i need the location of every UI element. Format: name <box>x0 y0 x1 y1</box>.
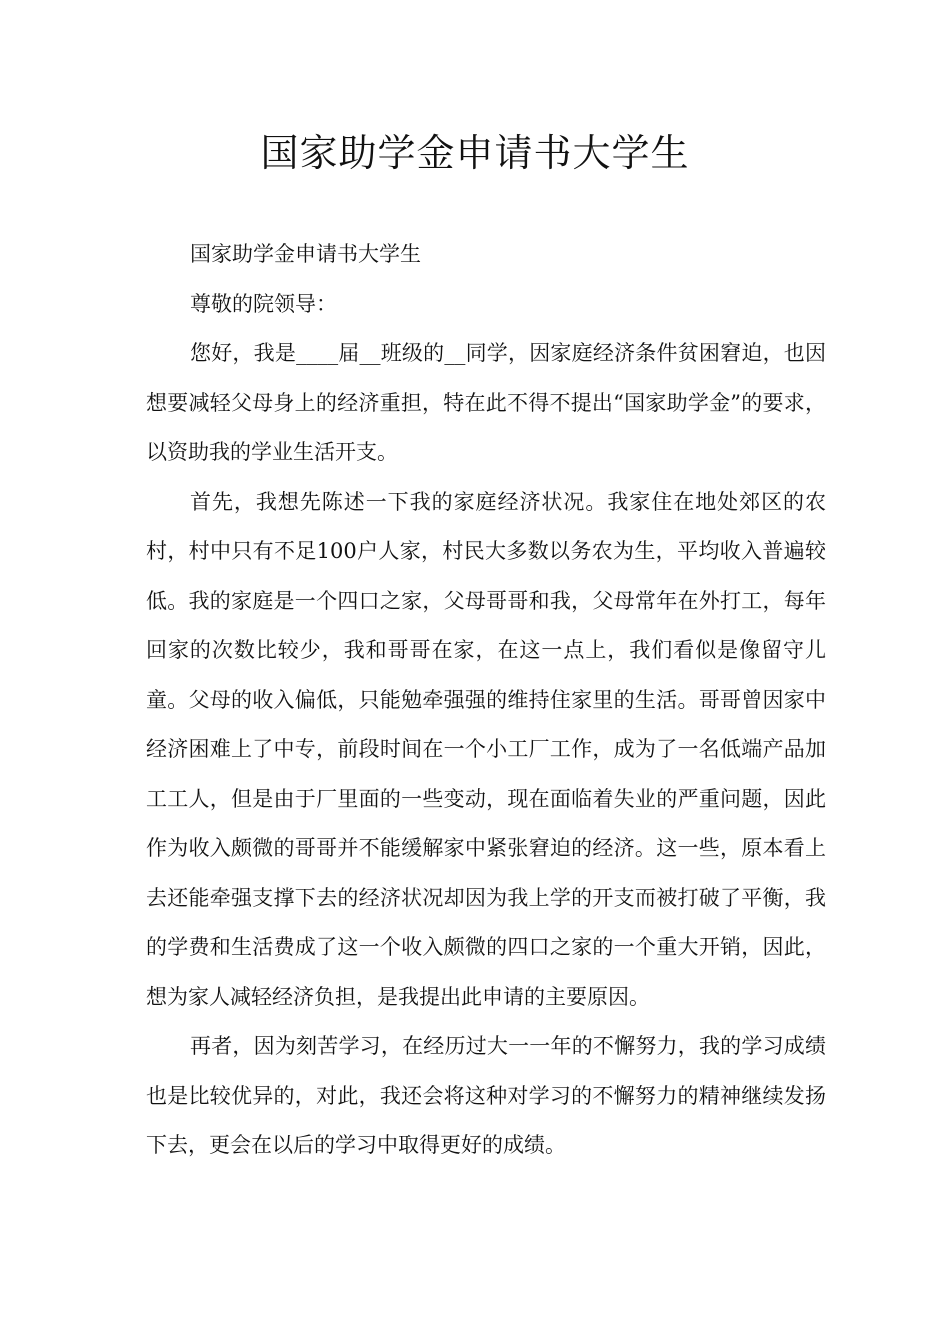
document-title: 国家助学金申请书大学生 <box>260 131 690 175</box>
paragraph-salutation: 尊敬的院领导： <box>190 291 337 316</box>
paragraph-subtitle: 国家助学金申请书大学生 <box>190 242 421 266</box>
paragraph-academic-performance: 再者，因为刻苦学习，在经历过大一一年的不懈努力，我的学习成绩也是比较优异的，对此，我还会将这种对学习的不懈努力的精神继续发扬下去，更会在以后的学习中取得更好的成绩。 <box>146 1034 826 1157</box>
paragraph-greeting: 您好，我是____届__班级的__同学，因家庭经济条件贫困窘迫，也因想要减轻父母身上的经济重担，特在此不得不提出“国家助学金”的要求，以资助我的学业生活开支。 <box>146 341 826 464</box>
document-body <box>146 230 826 1171</box>
paragraph-family-situation: 首先，我想先陈述一下我的家庭经济状况。我家住在地处郊区的农村，村中只有不足100户人家，村民大多数以务农为生，平均收入普遍较低。我的家庭是一个四口之家，父母哥哥和我，父母常年在外打工，每年回家的次数比较少，我和哥哥在家，在这一点上，我们看似是像留守儿童。父母的收入偏低，只能勉牵强强的维持住家里的生活。哥哥曾因家中经济困难上了中专，前段时间在一个小工厂工作，成为了一名低端产品加工工人，但是由于厂里面的一些变动，现在面临着失业的严重问题，因此作为收入颇微的哥哥并不能缓解家中紧张窘迫的经济。这一些，原本看上去还能牵强支撑下去的经济状况却因为我上学的开支而被打破了平衡，我的学费和生活费成了这一个收入颇微的四口之家的一个重大开销，因此，想为家人减轻经济负担，是我提出此申请的主要原因。 <box>146 489 826 1009</box>
